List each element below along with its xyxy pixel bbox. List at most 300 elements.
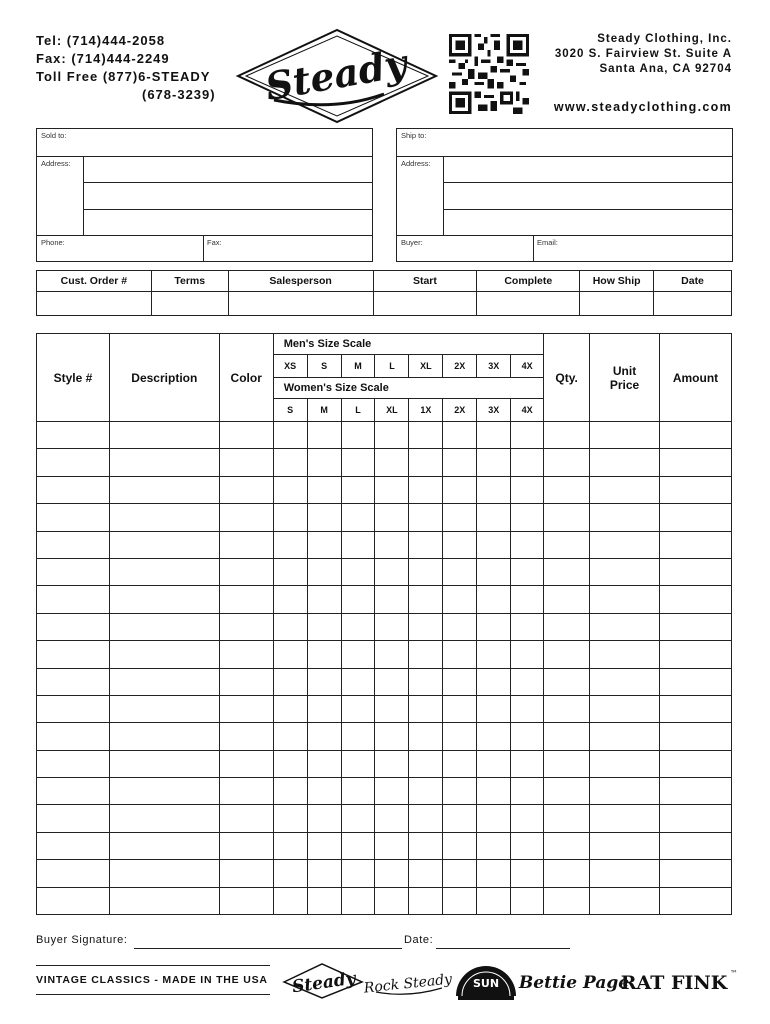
size-7-cell[interactable] <box>477 668 511 695</box>
description-cell[interactable] <box>109 558 219 585</box>
qty-cell[interactable] <box>544 887 590 914</box>
unit-price-cell[interactable] <box>590 449 660 476</box>
unit-price-cell[interactable] <box>590 422 660 449</box>
table-row <box>37 586 732 613</box>
size-4-cell[interactable] <box>375 504 409 531</box>
size-6-cell[interactable] <box>443 504 477 531</box>
ship-email-label: Email: <box>537 238 558 247</box>
size-7-cell[interactable] <box>477 860 511 887</box>
style-cell[interactable] <box>37 449 110 476</box>
size-6-cell[interactable] <box>443 422 477 449</box>
womens-size-scale-header: Women's Size Scale <box>273 378 543 399</box>
size-2-cell[interactable] <box>307 750 341 777</box>
size-4-cell[interactable] <box>375 750 409 777</box>
amount-cell[interactable] <box>660 778 732 805</box>
unit-price-cell[interactable] <box>590 695 660 722</box>
color-cell[interactable] <box>219 695 273 722</box>
size-7-cell[interactable] <box>477 723 511 750</box>
size-7-cell[interactable] <box>477 750 511 777</box>
unit-price-cell[interactable] <box>590 750 660 777</box>
size-5-cell[interactable] <box>409 832 443 859</box>
size-5-cell[interactable] <box>409 723 443 750</box>
size-6-cell[interactable] <box>443 723 477 750</box>
womens-size-m: M <box>307 399 341 422</box>
color-cell[interactable] <box>219 476 273 503</box>
qty-cell[interactable] <box>544 778 590 805</box>
size-3-cell[interactable] <box>341 586 375 613</box>
color-cell[interactable] <box>219 531 273 558</box>
size-7-cell[interactable] <box>477 778 511 805</box>
amount-cell[interactable] <box>660 723 732 750</box>
qty-cell[interactable] <box>544 750 590 777</box>
size-3-cell[interactable] <box>341 805 375 832</box>
svg-text:SUN: SUN <box>472 977 500 990</box>
ship-to-box <box>396 128 733 262</box>
size-5-cell[interactable] <box>409 586 443 613</box>
size-1-cell[interactable] <box>273 449 307 476</box>
size-7-cell[interactable] <box>477 586 511 613</box>
size-2-cell[interactable] <box>307 449 341 476</box>
color-cell[interactable] <box>219 668 273 695</box>
size-3-cell[interactable] <box>341 860 375 887</box>
unit-price-cell[interactable] <box>590 887 660 914</box>
amount-cell[interactable] <box>660 887 732 914</box>
style-cell[interactable] <box>37 887 110 914</box>
description-cell[interactable] <box>109 531 219 558</box>
style-cell[interactable] <box>37 805 110 832</box>
size-6-cell[interactable] <box>443 586 477 613</box>
size-1-cell[interactable] <box>273 422 307 449</box>
style-cell[interactable] <box>37 778 110 805</box>
color-cell[interactable] <box>219 887 273 914</box>
description-cell[interactable] <box>109 641 219 668</box>
size-5-cell[interactable] <box>409 641 443 668</box>
footer-tagline: VINTAGE CLASSICS - MADE IN THE USA <box>36 965 270 995</box>
description-cell[interactable] <box>109 805 219 832</box>
style-cell[interactable] <box>37 504 110 531</box>
mens-size-3x: 3X <box>477 355 511 378</box>
size-2-cell[interactable] <box>307 778 341 805</box>
style-cell[interactable] <box>37 695 110 722</box>
description-cell[interactable] <box>109 504 219 531</box>
size-3-cell[interactable] <box>341 531 375 558</box>
amount-cell[interactable] <box>660 476 732 503</box>
unit-price-cell[interactable] <box>590 723 660 750</box>
amount-cell[interactable] <box>660 558 732 585</box>
size-3-cell[interactable] <box>341 504 375 531</box>
size-2-cell[interactable] <box>307 613 341 640</box>
size-7-cell[interactable] <box>477 531 511 558</box>
website-link[interactable]: www.steadyclothing.com <box>553 100 732 114</box>
size-8-cell[interactable] <box>511 860 544 887</box>
size-4-cell[interactable] <box>375 778 409 805</box>
amount-cell[interactable] <box>660 860 732 887</box>
amount-cell[interactable] <box>660 449 732 476</box>
qty-cell[interactable] <box>544 805 590 832</box>
description-cell[interactable] <box>109 613 219 640</box>
size-5-cell[interactable] <box>409 750 443 777</box>
start-header: Start <box>373 271 477 292</box>
womens-size-l: L <box>341 399 375 422</box>
mens-size-s: S <box>307 355 341 378</box>
size-4-cell[interactable] <box>375 668 409 695</box>
color-cell[interactable] <box>219 504 273 531</box>
sold-address-label: Address: <box>41 159 71 168</box>
womens-size-4x: 4X <box>511 399 544 422</box>
color-cell[interactable] <box>219 558 273 585</box>
size-5-cell[interactable] <box>409 860 443 887</box>
amount-cell[interactable] <box>660 805 732 832</box>
size-6-cell[interactable] <box>443 476 477 503</box>
style-cell[interactable] <box>37 558 110 585</box>
amount-cell[interactable] <box>660 641 732 668</box>
qty-cell[interactable] <box>544 695 590 722</box>
size-3-cell[interactable] <box>341 723 375 750</box>
company-city: Santa Ana, CA 92704 <box>599 63 732 75</box>
size-8-cell[interactable] <box>511 750 544 777</box>
qty-cell[interactable] <box>544 531 590 558</box>
size-3-cell[interactable] <box>341 695 375 722</box>
size-1-cell[interactable] <box>273 860 307 887</box>
size-4-cell[interactable] <box>375 449 409 476</box>
size-5-cell[interactable] <box>409 805 443 832</box>
table-row <box>37 805 732 832</box>
size-6-cell[interactable] <box>443 805 477 832</box>
size-5-cell[interactable] <box>409 778 443 805</box>
size-8-cell[interactable] <box>511 504 544 531</box>
size-4-cell[interactable] <box>375 422 409 449</box>
size-2-cell[interactable] <box>307 887 341 914</box>
size-4-cell[interactable] <box>375 805 409 832</box>
size-5-cell[interactable] <box>409 504 443 531</box>
size-7-cell[interactable] <box>477 695 511 722</box>
how-ship-header: How Ship <box>580 271 654 292</box>
amount-cell[interactable] <box>660 695 732 722</box>
size-3-cell[interactable] <box>341 887 375 914</box>
size-1-cell[interactable] <box>273 668 307 695</box>
date-header: Date <box>654 271 732 292</box>
description-cell[interactable] <box>109 449 219 476</box>
color-cell[interactable] <box>219 422 273 449</box>
style-cell[interactable] <box>37 723 110 750</box>
color-cell[interactable] <box>219 723 273 750</box>
size-2-cell[interactable] <box>307 531 341 558</box>
size-5-cell[interactable] <box>409 449 443 476</box>
size-5-cell[interactable] <box>409 476 443 503</box>
description-cell[interactable] <box>109 695 219 722</box>
unit-price-cell[interactable] <box>590 832 660 859</box>
buyer-signature-line[interactable] <box>134 948 402 949</box>
style-cell[interactable] <box>37 832 110 859</box>
date-field[interactable] <box>654 292 732 316</box>
size-8-cell[interactable] <box>511 558 544 585</box>
size-1-cell[interactable] <box>273 723 307 750</box>
size-4-cell[interactable] <box>375 641 409 668</box>
size-7-cell[interactable] <box>477 422 511 449</box>
unit-price-cell[interactable] <box>590 504 660 531</box>
style-cell[interactable] <box>37 476 110 503</box>
size-7-cell[interactable] <box>477 558 511 585</box>
size-2-cell[interactable] <box>307 641 341 668</box>
style-cell[interactable] <box>37 668 110 695</box>
qty-cell[interactable] <box>544 832 590 859</box>
size-3-cell[interactable] <box>341 778 375 805</box>
size-8-cell[interactable] <box>511 695 544 722</box>
size-6-cell[interactable] <box>443 449 477 476</box>
amount-cell[interactable] <box>660 613 732 640</box>
start-field[interactable] <box>373 292 477 316</box>
description-cell[interactable] <box>109 422 219 449</box>
qty-cell[interactable] <box>544 504 590 531</box>
amount-header: Amount <box>660 334 732 422</box>
amount-cell[interactable] <box>660 504 732 531</box>
color-cell[interactable] <box>219 586 273 613</box>
size-8-cell[interactable] <box>511 778 544 805</box>
size-8-cell[interactable] <box>511 832 544 859</box>
size-1-cell[interactable] <box>273 476 307 503</box>
qty-cell[interactable] <box>544 422 590 449</box>
style-cell[interactable] <box>37 586 110 613</box>
size-8-cell[interactable] <box>511 449 544 476</box>
size-6-cell[interactable] <box>443 832 477 859</box>
color-cell[interactable] <box>219 750 273 777</box>
size-7-cell[interactable] <box>477 641 511 668</box>
size-2-cell[interactable] <box>307 668 341 695</box>
description-cell[interactable] <box>109 668 219 695</box>
size-8-cell[interactable] <box>511 476 544 503</box>
size-1-cell[interactable] <box>273 586 307 613</box>
size-4-cell[interactable] <box>375 586 409 613</box>
size-2-cell[interactable] <box>307 805 341 832</box>
color-cell[interactable] <box>219 613 273 640</box>
size-4-cell[interactable] <box>375 558 409 585</box>
size-4-cell[interactable] <box>375 860 409 887</box>
item-rows <box>37 422 732 915</box>
amount-cell[interactable] <box>660 668 732 695</box>
size-2-cell[interactable] <box>307 476 341 503</box>
table-row <box>37 832 732 859</box>
unit-price-header: Unit Price <box>590 334 660 422</box>
size-3-cell[interactable] <box>341 422 375 449</box>
size-7-cell[interactable] <box>477 887 511 914</box>
color-cell[interactable] <box>219 641 273 668</box>
amount-cell[interactable] <box>660 750 732 777</box>
mens-size-m: M <box>341 355 375 378</box>
sold-to-box <box>36 128 373 262</box>
size-5-cell[interactable] <box>409 668 443 695</box>
size-8-cell[interactable] <box>511 641 544 668</box>
style-cell[interactable] <box>37 860 110 887</box>
unit-price-cell[interactable] <box>590 641 660 668</box>
amount-cell[interactable] <box>660 832 732 859</box>
size-6-cell[interactable] <box>443 887 477 914</box>
size-6-cell[interactable] <box>443 860 477 887</box>
size-2-cell[interactable] <box>307 832 341 859</box>
table-row <box>37 613 732 640</box>
size-6-cell[interactable] <box>443 641 477 668</box>
terms-field[interactable] <box>151 292 228 316</box>
how-ship-field[interactable] <box>580 292 654 316</box>
table-row <box>37 641 732 668</box>
description-cell[interactable] <box>109 723 219 750</box>
size-4-cell[interactable] <box>375 832 409 859</box>
size-3-cell[interactable] <box>341 558 375 585</box>
style-header: Style # <box>37 334 110 422</box>
unit-price-cell[interactable] <box>590 586 660 613</box>
size-4-cell[interactable] <box>375 531 409 558</box>
qty-cell[interactable] <box>544 558 590 585</box>
brand-logos <box>282 958 742 1002</box>
size-2-cell[interactable] <box>307 504 341 531</box>
salesperson-field[interactable] <box>228 292 373 316</box>
size-7-cell[interactable] <box>477 449 511 476</box>
size-7-cell[interactable] <box>477 832 511 859</box>
size-2-cell[interactable] <box>307 860 341 887</box>
size-6-cell[interactable] <box>443 613 477 640</box>
ship-address-label: Address: <box>401 159 431 168</box>
description-cell[interactable] <box>109 832 219 859</box>
size-5-cell[interactable] <box>409 422 443 449</box>
size-7-cell[interactable] <box>477 476 511 503</box>
svg-text:Rock Steady: Rock Steady <box>363 971 453 997</box>
size-3-cell[interactable] <box>341 750 375 777</box>
rat-fink-brand-logo <box>621 969 738 994</box>
size-8-cell[interactable] <box>511 668 544 695</box>
size-1-cell[interactable] <box>273 887 307 914</box>
unit-price-cell[interactable] <box>590 613 660 640</box>
size-1-cell[interactable] <box>273 558 307 585</box>
size-1-cell[interactable] <box>273 531 307 558</box>
size-3-cell[interactable] <box>341 449 375 476</box>
qty-header: Qty. <box>544 334 590 422</box>
size-8-cell[interactable] <box>511 805 544 832</box>
unit-price-cell[interactable] <box>590 476 660 503</box>
size-1-cell[interactable] <box>273 778 307 805</box>
size-1-cell[interactable] <box>273 641 307 668</box>
size-2-cell[interactable] <box>307 695 341 722</box>
size-8-cell[interactable] <box>511 613 544 640</box>
cust-order-field[interactable] <box>37 292 152 316</box>
unit-price-cell[interactable] <box>590 860 660 887</box>
cust-order-header: Cust. Order # <box>37 271 152 292</box>
size-2-cell[interactable] <box>307 586 341 613</box>
size-5-cell[interactable] <box>409 695 443 722</box>
qty-cell[interactable] <box>544 476 590 503</box>
size-4-cell[interactable] <box>375 695 409 722</box>
size-1-cell[interactable] <box>273 805 307 832</box>
description-cell[interactable] <box>109 750 219 777</box>
table-row <box>37 778 732 805</box>
size-2-cell[interactable] <box>307 723 341 750</box>
size-1-cell[interactable] <box>273 750 307 777</box>
unit-price-cell[interactable] <box>590 668 660 695</box>
size-5-cell[interactable] <box>409 531 443 558</box>
size-5-cell[interactable] <box>409 613 443 640</box>
size-6-cell[interactable] <box>443 750 477 777</box>
unit-price-cell[interactable] <box>590 805 660 832</box>
size-3-cell[interactable] <box>341 641 375 668</box>
size-1-cell[interactable] <box>273 613 307 640</box>
style-cell[interactable] <box>37 641 110 668</box>
size-6-cell[interactable] <box>443 778 477 805</box>
qty-cell[interactable] <box>544 641 590 668</box>
signature-date-line[interactable] <box>436 948 570 949</box>
size-3-cell[interactable] <box>341 476 375 503</box>
color-cell[interactable] <box>219 832 273 859</box>
size-2-cell[interactable] <box>307 422 341 449</box>
amount-cell[interactable] <box>660 586 732 613</box>
size-7-cell[interactable] <box>477 504 511 531</box>
size-6-cell[interactable] <box>443 531 477 558</box>
size-8-cell[interactable] <box>511 723 544 750</box>
qty-cell[interactable] <box>544 723 590 750</box>
size-1-cell[interactable] <box>273 504 307 531</box>
size-6-cell[interactable] <box>443 668 477 695</box>
size-3-cell[interactable] <box>341 668 375 695</box>
style-cell[interactable] <box>37 613 110 640</box>
description-cell[interactable] <box>109 586 219 613</box>
size-6-cell[interactable] <box>443 558 477 585</box>
qty-cell[interactable] <box>544 668 590 695</box>
size-4-cell[interactable] <box>375 476 409 503</box>
qty-cell[interactable] <box>544 449 590 476</box>
amount-cell[interactable] <box>660 531 732 558</box>
size-4-cell[interactable] <box>375 723 409 750</box>
sold-fax-label: Fax: <box>207 238 222 247</box>
size-1-cell[interactable] <box>273 832 307 859</box>
color-cell[interactable] <box>219 449 273 476</box>
size-5-cell[interactable] <box>409 558 443 585</box>
size-6-cell[interactable] <box>443 695 477 722</box>
unit-price-cell[interactable] <box>590 778 660 805</box>
complete-field[interactable] <box>477 292 580 316</box>
description-cell[interactable] <box>109 476 219 503</box>
size-4-cell[interactable] <box>375 613 409 640</box>
color-cell[interactable] <box>219 860 273 887</box>
style-cell[interactable] <box>37 750 110 777</box>
qty-cell[interactable] <box>544 860 590 887</box>
size-1-cell[interactable] <box>273 695 307 722</box>
size-7-cell[interactable] <box>477 805 511 832</box>
size-5-cell[interactable] <box>409 887 443 914</box>
size-8-cell[interactable] <box>511 531 544 558</box>
company-name: Steady Clothing, Inc. <box>597 33 732 45</box>
unit-price-cell[interactable] <box>590 558 660 585</box>
qty-cell[interactable] <box>544 613 590 640</box>
size-4-cell[interactable] <box>375 887 409 914</box>
ship-to-label: Ship to: <box>401 131 427 140</box>
size-7-cell[interactable] <box>477 613 511 640</box>
amount-cell[interactable] <box>660 422 732 449</box>
color-cell[interactable] <box>219 805 273 832</box>
qty-cell[interactable] <box>544 586 590 613</box>
description-cell[interactable] <box>109 887 219 914</box>
size-8-cell[interactable] <box>511 422 544 449</box>
tollfree-text: Toll Free (877)6-STEADY <box>36 69 211 84</box>
size-8-cell[interactable] <box>511 586 544 613</box>
description-cell[interactable] <box>109 778 219 805</box>
style-cell[interactable] <box>37 531 110 558</box>
size-3-cell[interactable] <box>341 832 375 859</box>
description-cell[interactable] <box>109 860 219 887</box>
style-cell[interactable] <box>37 422 110 449</box>
color-cell[interactable] <box>219 778 273 805</box>
size-8-cell[interactable] <box>511 887 544 914</box>
size-2-cell[interactable] <box>307 558 341 585</box>
size-3-cell[interactable] <box>341 613 375 640</box>
table-row <box>37 422 732 449</box>
unit-price-cell[interactable] <box>590 531 660 558</box>
